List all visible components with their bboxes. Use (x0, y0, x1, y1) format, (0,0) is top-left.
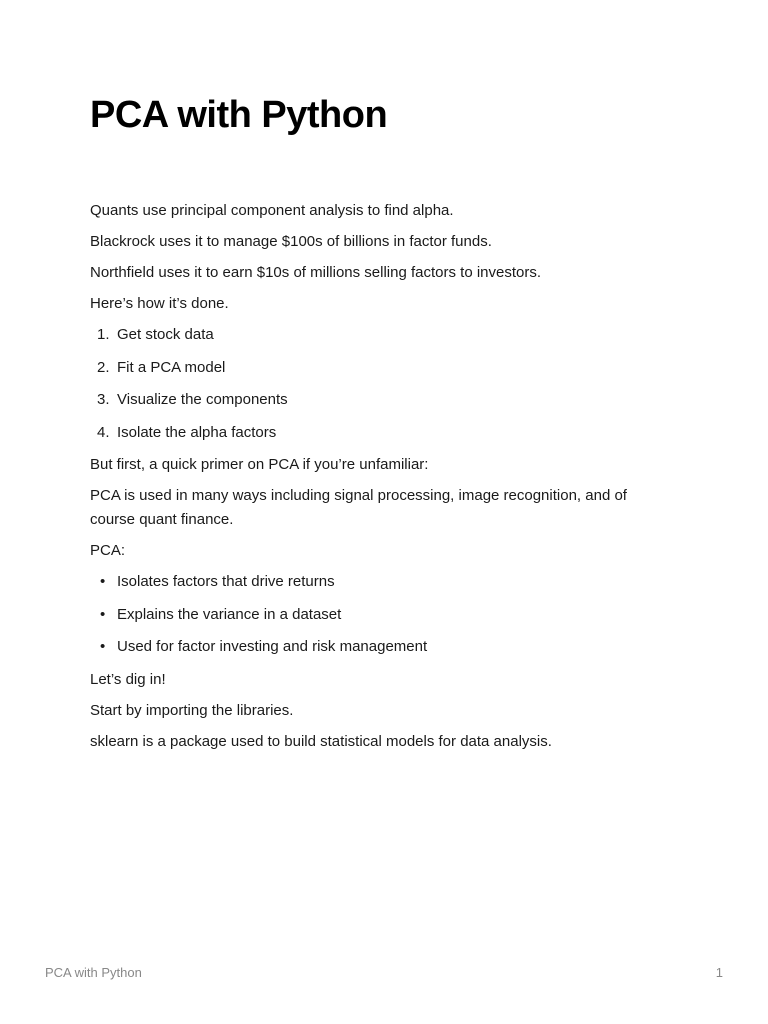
paragraph: Let’s dig in! (90, 670, 166, 688)
list-item (90, 388, 650, 412)
bullet-icon: • (100, 573, 106, 590)
paragraph: But first, a quick primer on PCA if you’re unfamiliar: (90, 456, 429, 473)
steps-list (90, 323, 650, 445)
bullet-icon: • (100, 638, 106, 655)
paragraph: Blackrock uses it to manage $100s of billions in factor funds. (90, 233, 492, 250)
list-item-text: Fit a PCA model (117, 358, 226, 376)
list-item-text: Isolate the alpha factors (117, 423, 277, 441)
paragraph: PCA is used in many ways including signal processing, image recognition, and of course quant finance. (90, 487, 627, 528)
list-item (90, 635, 650, 659)
list-item (90, 356, 650, 380)
list-item (90, 421, 650, 445)
paragraph: sklearn is a package used to build statistical models for data analysis. (90, 732, 552, 750)
list-number: 2. (97, 358, 110, 376)
list-item-text: Explains the variance in a dataset (117, 605, 342, 623)
list-item (90, 570, 650, 594)
document-body (90, 199, 650, 761)
paragraph: Start by importing the libraries. (90, 701, 294, 719)
list-number: 4. (97, 423, 110, 441)
page-number: 1 (715, 965, 723, 980)
footer-title: PCA with Python (45, 965, 142, 980)
list-number: 1. (97, 326, 110, 343)
paragraph: Quants use principal component analysis to find alpha. (90, 202, 454, 219)
list-item-text: Used for factor investing and risk management (117, 638, 428, 655)
list-item (90, 323, 650, 347)
list-item-text: Get stock data (117, 326, 214, 343)
paragraph: Northfield uses it to earn $10s of millions selling factors to investors. (90, 264, 542, 281)
bullet-icon: • (100, 605, 106, 623)
paragraph: PCA: (90, 542, 126, 559)
paragraph: Here’s how it’s done. (90, 295, 229, 312)
list-item-text: Visualize the components (117, 391, 288, 408)
list-item-text: Isolates factors that drive returns (117, 573, 335, 590)
list-item (90, 603, 650, 627)
list-number: 3. (97, 391, 110, 408)
page-title: PCA with Python (90, 94, 388, 136)
bullet-list (90, 570, 650, 659)
